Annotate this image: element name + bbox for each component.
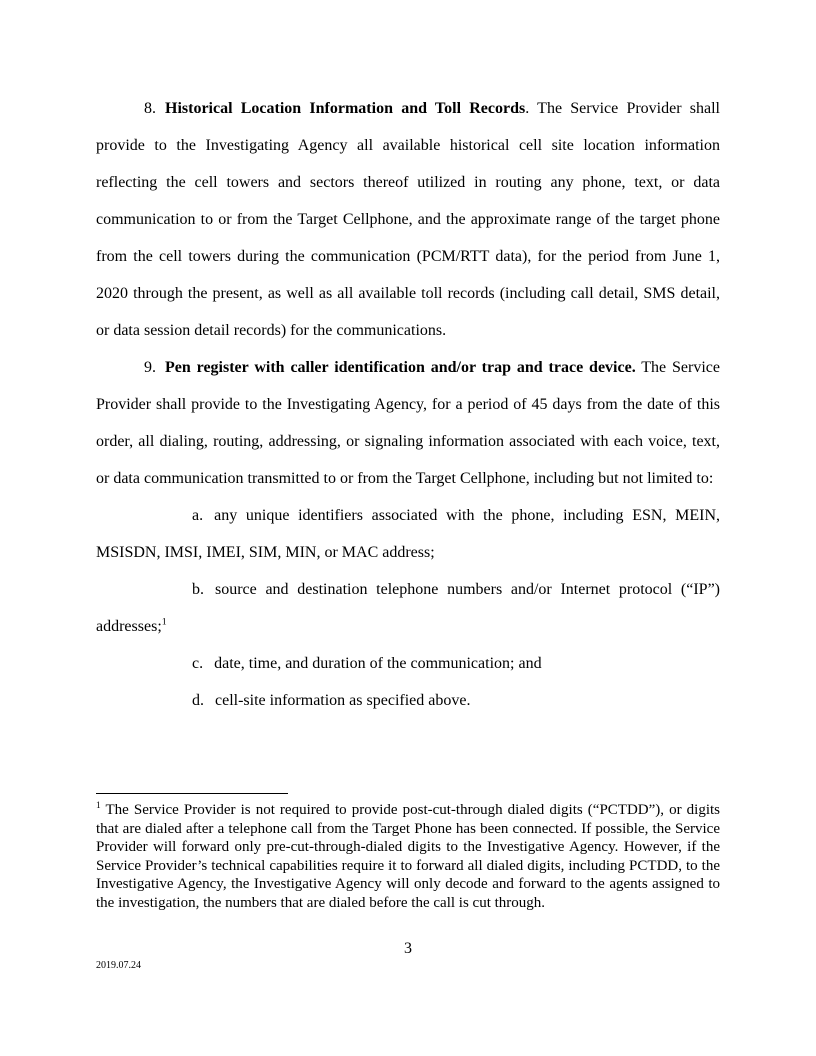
subitem-c-text: date, time, and duration of the communication; and [214, 655, 542, 672]
subitem-d-label: d. [192, 692, 204, 709]
paragraph-9-heading: Pen register with caller identification and/or trap and trace device. [165, 359, 636, 376]
subitem-b-text: source and destination telephone numbers and/or Internet protocol (“IP”) addresses; [96, 581, 720, 635]
paragraph-9-text: The Service Provider shall provide to the Investigating Agency, for a period of 45 days from the date of this order, all dialing, routing, addressing, or signaling information associated with each voice, text, or data communication transmitted to or from the Target Cellphone, including but not limited to: [96, 359, 721, 487]
paragraph-9-number: 9. [144, 359, 156, 376]
subitem-a-label: a. [192, 507, 204, 524]
page-number: 3 [404, 940, 412, 957]
paragraph-8 [96, 90, 720, 349]
paragraph-9 [96, 349, 720, 497]
subitem-a [96, 497, 720, 571]
subitem-c [96, 645, 720, 682]
footnote-text: The Service Provider is not required to provide post-cut-through dialed digits (“PCTDD”), or digits that are dialed after a telephone call from the Target Phone has been connected. If possible, the Service Provider will forward only pre-cut-through-dialed digits to the Investigative Agency. However, if the Service Provider’s technical capabilities require it to forward all dialed digits, including PCTDD, to the Investigative Agency, the Investigative Agency will only decode and forward to the agents assigned to the investigation, the numbers that are dialed before the call is cut through. [96, 802, 720, 911]
footnote-block [96, 793, 720, 913]
subitem-d [96, 682, 720, 719]
paragraph-8-text: . The Service Provider shall provide to the Investigating Agency all available historical cell site location information reflecting the cell towers and sectors thereof utilized in routing any phone, text, or data communication to or from the Target Cellphone, and the approximate range of the target phone from the cell towers during the communication (PCM/RTT data), for the period from June 1, 2020 through the present, as well as all available toll records (including call detail, SMS detail, or data session detail records) for the communications. [96, 100, 720, 339]
footnote-reference-marker: 1 [161, 616, 167, 628]
subitem-c-label: c. [192, 655, 204, 672]
subitem-b [96, 571, 720, 645]
subitem-b-label: b. [192, 581, 204, 598]
document-body [96, 90, 720, 719]
paragraph-8-number: 8. [144, 100, 156, 117]
footnote-separator-line [96, 793, 288, 794]
subitem-d-text: cell-site information as specified above. [215, 692, 471, 709]
paragraph-8-heading: Historical Location Information and Toll Records [165, 100, 526, 117]
date-stamp: 2019.07.24 [96, 960, 141, 971]
footnote-number: 1 [96, 801, 101, 811]
subitem-a-text: any unique identifiers associated with the phone, including ESN, MEIN, MSISDN, IMSI, IMEI, SIM, MIN, or MAC address; [96, 507, 720, 561]
footnote-text-block [96, 801, 720, 913]
